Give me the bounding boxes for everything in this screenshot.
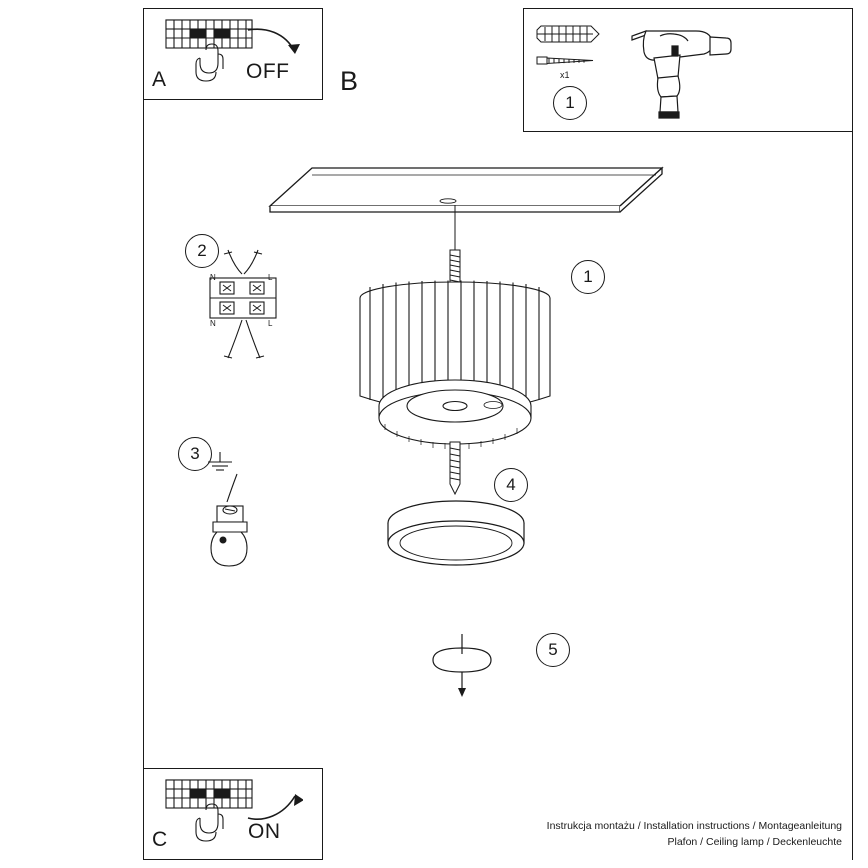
panel-a-letter: A (152, 68, 167, 91)
ceiling-plate (266, 160, 676, 230)
diffuser-shade (372, 495, 540, 605)
svg-text:N: N (210, 319, 216, 328)
step-number-5: 5 (536, 633, 570, 667)
panel-b-letter: B (340, 66, 359, 96)
step-number-2: 2 (185, 234, 219, 268)
step-number-1: 1 (571, 260, 605, 294)
twist-lock-arrow (415, 632, 510, 702)
ground-terminal-bracket (203, 472, 263, 582)
power-drill-icon (620, 20, 735, 120)
panel-a-state-label: OFF (246, 60, 290, 83)
panel-c-letter: C (152, 828, 168, 851)
tool-quantity-label: x1 (560, 70, 570, 80)
screw-icon (533, 52, 603, 70)
terminal-block-diagram (198, 248, 298, 378)
step-number-4: 4 (494, 468, 528, 502)
wall-plug-icon (533, 22, 603, 50)
svg-text:N: N (210, 273, 216, 282)
step-number-3: 3 (178, 437, 212, 471)
svg-text:L: L (268, 319, 273, 328)
arrow-up-curve-icon-c (243, 788, 303, 828)
svg-text:L: L (268, 273, 273, 282)
footer-line-1: Instrukcja montażu / Installation instructions / Montageanleitung (546, 820, 842, 832)
footer-line-2: Plafon / Ceiling lamp / Deckenleuchte (667, 836, 842, 848)
panel-c-state-label: ON (248, 820, 281, 843)
footer-caption (430, 818, 842, 850)
step-number-1-tools: 1 (553, 86, 587, 120)
arrow-down-curve-icon-a (243, 24, 303, 64)
